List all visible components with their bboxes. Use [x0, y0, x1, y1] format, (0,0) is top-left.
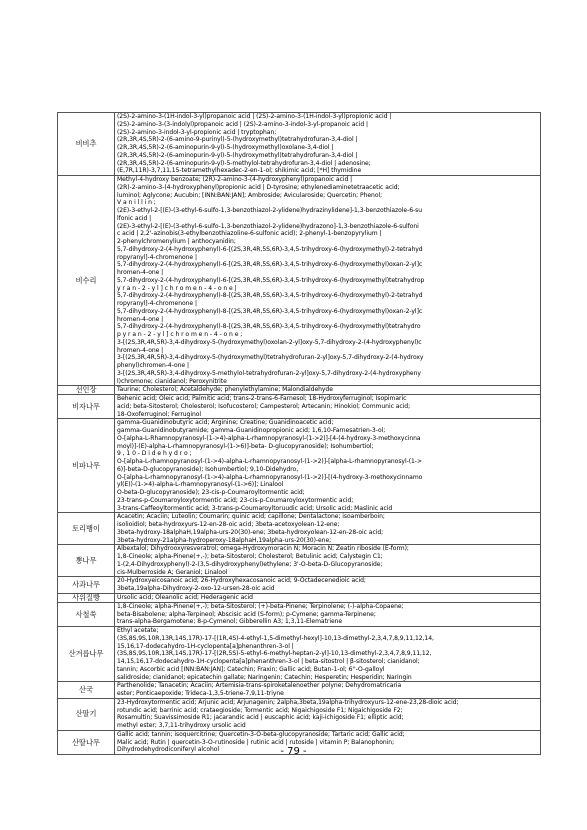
- compound-line: 3beta-hydroxy-21alpha-hydroperoxy-18alphaH,19alpha-urs-20(30)-ene;: [117, 536, 332, 544]
- plant-name-cell: 토리뱅이: [58, 513, 115, 545]
- compound-line: Albextalol; Dihydrooxyresveratrol; omega-Hydroxymoracin N; Moracin N; Zeatin riboside (E-form);: [117, 545, 409, 553]
- page-number: - 79 -: [280, 746, 307, 757]
- compound-line: (2E)-3-ethyl-2-[(E)-(3-ethyl-6-sulfo-1,3-benzothiazol-2-ylidene)hydrazinylidene]-1,3-benzothiazole-6-su: [117, 207, 423, 214]
- compound-line: 2-phenylchromenylium | anthocyanidin;: [117, 238, 236, 245]
- table-row: [58, 682, 541, 699]
- compound-line: hromen-4-one |: [117, 269, 164, 276]
- compound-line: Malic acid; Rutin | quercetin-3-O-rutinoside | rutinic acid | rutoside | vitamin P; Balanophonin;: [117, 738, 395, 746]
- compound-list-cell: [115, 593, 541, 602]
- compound-line: hromen-4-one |: [117, 346, 164, 354]
- compound-line: 5,7-dihydroxy-2-(4-hydroxyphenyl)-6-[(2S,3R,4R,5S,6R)-3,4,5-trihydroxy-6-(hydroxymethyl)-2-tetrahyd: [117, 245, 423, 253]
- compound-line: 3-[(2S,3R,4R,5R)-3,4-dihydroxy-5-(hydroxymethyl)tetrahydrofuran-2-yl]oxy-5,7-dihydroxy-2-(4-hydroxy: [117, 354, 424, 362]
- compound-line: 5,7-dihydroxy-2-(4-hydroxyphenyl)-6-[(2S,3R,4R,5S,6R)-3,4,5-trihydroxy-6-(hydroxymethyl)oxan-2-yl]c: [117, 261, 423, 269]
- compound-line: (2R,3R,4S,5R)-2-(6-aminopurin-9-yl)-5-methylol-tetrahydrofuran-3,4-diol | adenosine;: [117, 159, 371, 167]
- compound-list-cell: [115, 602, 541, 626]
- compound-line: (2S)-2-amino-3-(3-indolyl)propanoic acid | (2S)-2-amino-3-indol-3-yl-propanoic acid |: [117, 120, 368, 128]
- compound-line: 9 , 1 0 - D i d e h y d r o ;: [117, 450, 192, 458]
- compound-line: (2S)-2-amino-3-(1H-indol-3-yl)propanoic acid | (2S)-2-amino-3-(1H-indol-3-yl)propionic acid |: [117, 113, 392, 120]
- compound-line: ropyranyl]-4-chromenone |: [117, 253, 197, 261]
- table-row: [58, 627, 541, 682]
- compound-line: Dihydrodehydrodiconiferyl alcohol: [117, 746, 220, 754]
- table-row: [58, 602, 541, 626]
- compound-line: isolioidiol; beta-hydroxyurs-12-en-28-oic acid; 3beta-acetoxyolean-12-ene;: [117, 521, 340, 529]
- compound-line: l)chromone; cianidanol; Peroxynitrite: [117, 377, 227, 385]
- table-row: [58, 386, 541, 395]
- compound-line: Taurine; Cholesterol; Acetaldehyde; phenylethylamine; Malondialdehyde: [117, 386, 333, 394]
- compound-line: O-[alpha-L-Rhamnopyranosyl-(1->4)-alpha-L-rhamnopyranosyl-(1->2)]-[4-(4-hydroxy-3-methoxycinna: [117, 434, 421, 442]
- compound-line: V a n i l l i n ;: [117, 199, 156, 207]
- compound-line: 3beta-hydroxy-18alphaH,19alpha-urs-20(30)-ene; 3beta-hydroxyolean-12-en-28-oic acid;: [117, 528, 384, 536]
- plant-name-cell: 산겨릅나무: [58, 627, 115, 682]
- compound-line: 20-Hydroxyeicosanoic acid; 26-Hydroxyhexacosanoic acid; 9-Octadecenedioic acid;: [117, 577, 366, 585]
- table-body: [58, 113, 541, 755]
- compound-line: 23-trans-p-Coumaroyloxytormentic acid; 23-cis-p-Coumaroyloxytormentic acid;: [117, 496, 354, 504]
- compound-list-cell: [115, 395, 541, 419]
- compound-line: (2S)-2-amino-3-indol-3-yl-propionic acid | tryptophan;: [117, 128, 277, 136]
- compound-list-cell: [115, 682, 541, 699]
- compound-line: 5,7-dihydroxy-2-(4-hydroxyphenyl)-6-[(2S,3R,4R,5S,6R)-3,4,5-trihydroxy-6-(hydroxymethyl)tetrahydrop: [117, 276, 425, 284]
- compound-line: (2R,3R,4S,5R)-2-(6-aminopurin-9-yl)-5-(hydroxymethyl)oxolane-3,4-diol |: [117, 144, 334, 151]
- compound-line: O-[alpha-L-rhamnopyranosyl-(1->4)-alpha-L-rhamnopyranosyl-(1->2)]-[alpha-L-rhamnopyranosyl-(1->: [117, 458, 422, 466]
- compound-line: (2R,3R,4S,5R)-2-(6-amino-9-purinyl)-5-(hydroxymethyl)tetrahydrofuran-3,4-diol |: [117, 136, 358, 144]
- compound-line: (E,7R,11R)-3,7,11,15-tetramethylhexadec-2-en-1-ol; shikimic acid; [*H] thymidine: [117, 167, 362, 175]
- compound-list-cell: [115, 419, 541, 513]
- compound-line: Behenic acid; Oleic acid; Palmitic acid; trans-2-trans-6-Farnesol; 18-Hydroxyferruginol; Isopimaric: [117, 395, 407, 403]
- compound-line: moyl)]-(E)-alpha-L-rhamnopyranosyl-(1->6)]-beta- D-glucopyranoside); Isohumbertiol;: [117, 442, 374, 450]
- compound-list-cell: [115, 698, 541, 730]
- compound-line: 3-[(2S,3R,4R,5R)-3,4-dihydroxy-5-methylol-tetrahydrofuran-2-yl]oxy-5,7-dihydroxy-2-(4-hydroxypheny: [117, 369, 421, 377]
- compound-line: (2R)-2-amino-3-(4-hydroxyphenyl)propionic acid | D-tyrosine; ethylenediaminetetraacetic acid;: [117, 183, 400, 191]
- compound-line: 15,16,17-dodecahydro-1H-cyclopenta[a]phenanthren-3-ol |: [117, 642, 294, 650]
- compound-line: (3S,8S,9S,10R,13R,14S,17R)-17-[(1R,4S)-4-ethyl-1,5-dimethyl-hexyl]-10,13-dimethyl-2,3,4,7,8,9,11,12,14,: [117, 634, 434, 642]
- table-row: [58, 577, 541, 594]
- compound-line: Rosamultin; Suavissimoside R1; jacarandic acid | euscaphic acid; kaji-ichigoside F1; elliptic acid;: [117, 714, 404, 722]
- plant-name-cell: 사철쑥: [58, 602, 115, 626]
- compound-line: tannin; Ascorbic acid [INN:BAN:JAN]; Catechin; Fraxin; Gallic acid; Butan-1-ol; 6''-O-galloyl: [117, 665, 385, 673]
- table-row: [58, 698, 541, 730]
- plant-name-cell: 비파나무: [58, 419, 115, 513]
- compound-line: methyl ester; 3,7,11-trihydroxy ursolic acid: [117, 722, 246, 730]
- table-row: [58, 113, 541, 176]
- compound-line: 3beta,19alpha-Dihydroxy-2-oxo-12-ursen-28-oic acid: [117, 585, 275, 593]
- compound-line: Ethyl acetate;: [117, 627, 159, 635]
- compound-line: beta-Bisabolene; alpha-Terpineol; Abscisic acid (S-form); p-Cymene; gamma-Terpinene;: [117, 610, 376, 618]
- compound-line: Acacetin; Acaciin; Luteolin; Coumarin; quinic acid; capillone; Dentalactone; isoamberboin;: [117, 513, 385, 521]
- table-row: [58, 513, 541, 545]
- compound-line: ropyranyl]-4-chromenone |: [117, 300, 197, 307]
- compound-line: 1,8-Cineole; alpha-Pinene(+,-); beta-Sitosterol; (+)-beta-Pinene; Terpinolene; (-)-alpha-Copaene;: [117, 602, 404, 610]
- compound-list-cell: [115, 113, 541, 176]
- compound-line: acid; beta-Sitosterol; Cholesterol; Isofucosterol; Campesterol; Artecanin; Hinokiol; Communic acid;: [117, 402, 411, 410]
- compound-line: c acid | 2,2'-azinobis(3-ethylbenzothiazoline-6-sulfonic acid); 2-phenyl-1-benzopyrylium |: [117, 230, 382, 238]
- compound-line: (3S,8S,9S,10R,13R,14S,17R)-17-[(2R,5S)-5-ethyl-6-methyl-heptan-2-yl]-10,13-dimethyl-2,3,4,7,8,9,11,12,: [117, 650, 432, 658]
- compound-line: (2R,3R,4S,5R)-2-(6-aminopurin-9-yl)-5-(hydroxymethyl)tetrahydrofuran-3,4-diol |: [117, 151, 358, 159]
- compound-line: 5,7-dihydroxy-2-(4-hydroxyphenyl)-8-[(2S,3R,4R,5S,6R)-3,4,5-trihydroxy-6-(hydroxymethyl)-2-tetrahyd: [117, 292, 423, 300]
- compound-line: gamma-Guanidinobutyramide; gamma-Guanidinopropionic acid; 1,6,10-Farnesatrien-3-ol;: [117, 427, 386, 435]
- compound-list-cell: [115, 545, 541, 577]
- compound-line: Methyl-4-hydroxy benzoate; (2R)-2-amino-3-(4-hydroxyphenyl)propanoic acid |: [117, 176, 353, 183]
- compound-line: cis-Mulberroside A; Geraniol; Linalool: [117, 568, 228, 576]
- plant-name-cell: 비수리: [58, 176, 115, 386]
- compound-line: phenyl)chromen-4-one |: [117, 362, 189, 369]
- compound-line: O-beta-D-glucopyranoside); 23-cis-p-Coumaroyltormentic acid;: [117, 489, 305, 497]
- compound-list-cell: [115, 176, 541, 386]
- table-row: [58, 176, 541, 386]
- compound-line: trans-alpha-Bergamotene; 8-p-Cymenol; Gibberellin A3; 1,3,11-Elematriene: [117, 618, 343, 626]
- compound-list-cell: [115, 577, 541, 594]
- plant-name-cell: 선인장: [58, 386, 115, 395]
- compound-line: 23-Hydroxytormentic acid; Arjunic acid; Arjunagenin; 2alpha,3beta,19alpha-trihydroxyurs-12-ene-23,28-dioic acid;: [117, 698, 459, 706]
- compound-line: salidroside; cianidanol; epicatechin gallate; Naringenin; Catechin; Hesperetin; Hesperidin; Naringin: [117, 673, 412, 681]
- compound-table: [57, 112, 541, 755]
- compound-line: luminol; Aglycone; Aucubin; [INN:BAN:JAN]; Ambroside; Avicularoside; Quercetin; Phenol;: [117, 191, 383, 199]
- plant-name-cell: 산딸기: [58, 698, 115, 730]
- compound-line: yl(E))-(1->4)-alpha-L-rhamnopyranosyl-(1->6)]; Linalool: [117, 481, 284, 489]
- compound-line: p y r a n - 2 - y l ] c h r o m e n - 4 - o n e ;: [117, 331, 243, 338]
- compound-line: 1-(2,4-Dihydroxyphenyl)-2-(3,5-dihydroxyphenyl)ethylene; 3'-O-beta-D-Glucopyranoside;: [117, 560, 383, 568]
- compound-line: 3-trans-Caffeoyltormentic acid; 3-trans-p-Coumaroyltoruudic acid; Ursolic acid; Maslinic acid: [117, 504, 393, 512]
- table-row: [58, 395, 541, 419]
- compound-line: 1,8-Cineole; alpha-Pinene(+,-); beta-Sitosterol; Cholesterol; Betulinic acid; Calystegin C1;: [117, 553, 383, 561]
- compound-list-cell: [115, 386, 541, 395]
- plant-name-cell: 사과나무: [58, 577, 115, 594]
- compound-line: 18-Oxoferruginol; Ferruginol: [117, 410, 202, 418]
- compound-line: y r a n - 2 - y l ] c h r o m e n - 4 - o n e |: [117, 284, 237, 292]
- compound-line: gamma-Guanidinobutyric acid; Arginine; Creatine; Guanidinoacetic acid;: [117, 419, 334, 427]
- compound-line: 5,7-dihydroxy-2-(4-hydroxyphenyl)-8-[(2S,3R,4R,5S,6R)-3,4,5-trihydroxy-6-(hydroxymethyl)tetrahydro: [117, 323, 421, 331]
- compound-line: Ursolic acid; Oleanolic acid; Hederagenic acid: [117, 594, 253, 601]
- compound-line: (2E)-3-ethyl-2-[(E)-(3-ethyl-6-sulfo-1,3-benzothiazol-2-ylidene)hydrazono]-1,3-benzothiazole-6-sulfoni: [117, 222, 419, 230]
- compound-line: lfonic acid |: [117, 214, 152, 222]
- compound-list-cell: [115, 627, 541, 682]
- compound-line: Parthenolide; Tanacetin; Acaciin; Artemisia-trans-spiroketalenoether polyne; Dehydromatricaria: [117, 682, 402, 690]
- plant-name-cell: 산딸나무: [58, 730, 115, 754]
- compound-line: Gallic acid; tannin; isoquercitrine; Quercetin-3-O-beta-glucopyranoside; Tartaric acid; Gallic acid;: [117, 730, 405, 738]
- compound-line: 6)]-beta-D-glucopyranoside); Isohumbertiol; 9,10-Didehydro,: [117, 465, 299, 473]
- plant-name-cell: 뽕나무: [58, 545, 115, 577]
- compound-line: rotundic acid; barrinic acid; crataegioside; Tormentic acid; Nigaichigoside F1; Nigaichigoside F2;: [117, 706, 403, 714]
- plant-name-cell: 비비추: [58, 113, 115, 176]
- compound-list-cell: [115, 513, 541, 545]
- compound-line: ester; Ponticaepoxide; Trideca-1,3,5-triene-7,9,11-triyne: [117, 690, 284, 698]
- plant-name-cell: 산국: [58, 682, 115, 699]
- compound-line: O-[alpha-L-rhamnopyranosyl-(1->4)-alpha-L-rhamnopyranosyl-(1->2)]-[(4-hydroxy-3-methoxycinnamo: [117, 473, 423, 481]
- compound-line: 3-[(2S,3R,4R,5R)-3,4-dihydroxy-5-(hydroxymethyl)oxolan-2-yl]oxy-5,7-dihydroxy-2-(4-hydroxyphenyl)c: [117, 338, 422, 346]
- plant-name-cell: 사위질빵: [58, 593, 115, 602]
- table-row: [58, 419, 541, 513]
- compound-line: hromen-4-one |: [117, 315, 164, 323]
- table-row: [58, 593, 541, 602]
- table-row: [58, 545, 541, 577]
- compound-line: 14,15,16,17-dodecahydro-1H-cyclopenta[a]phenanthren-3-ol | beta-sitostrol | β-sitosterol; cianidanol;: [117, 658, 420, 666]
- plant-name-cell: 비자나무: [58, 395, 115, 419]
- compound-line: 5,7-dihydroxy-2-(4-hydroxyphenyl)-8-[(2S,3R,4R,5S,6R)-3,4,5-trihydroxy-6-(hydroxymethyl)oxan-2-yl]c: [117, 307, 423, 315]
